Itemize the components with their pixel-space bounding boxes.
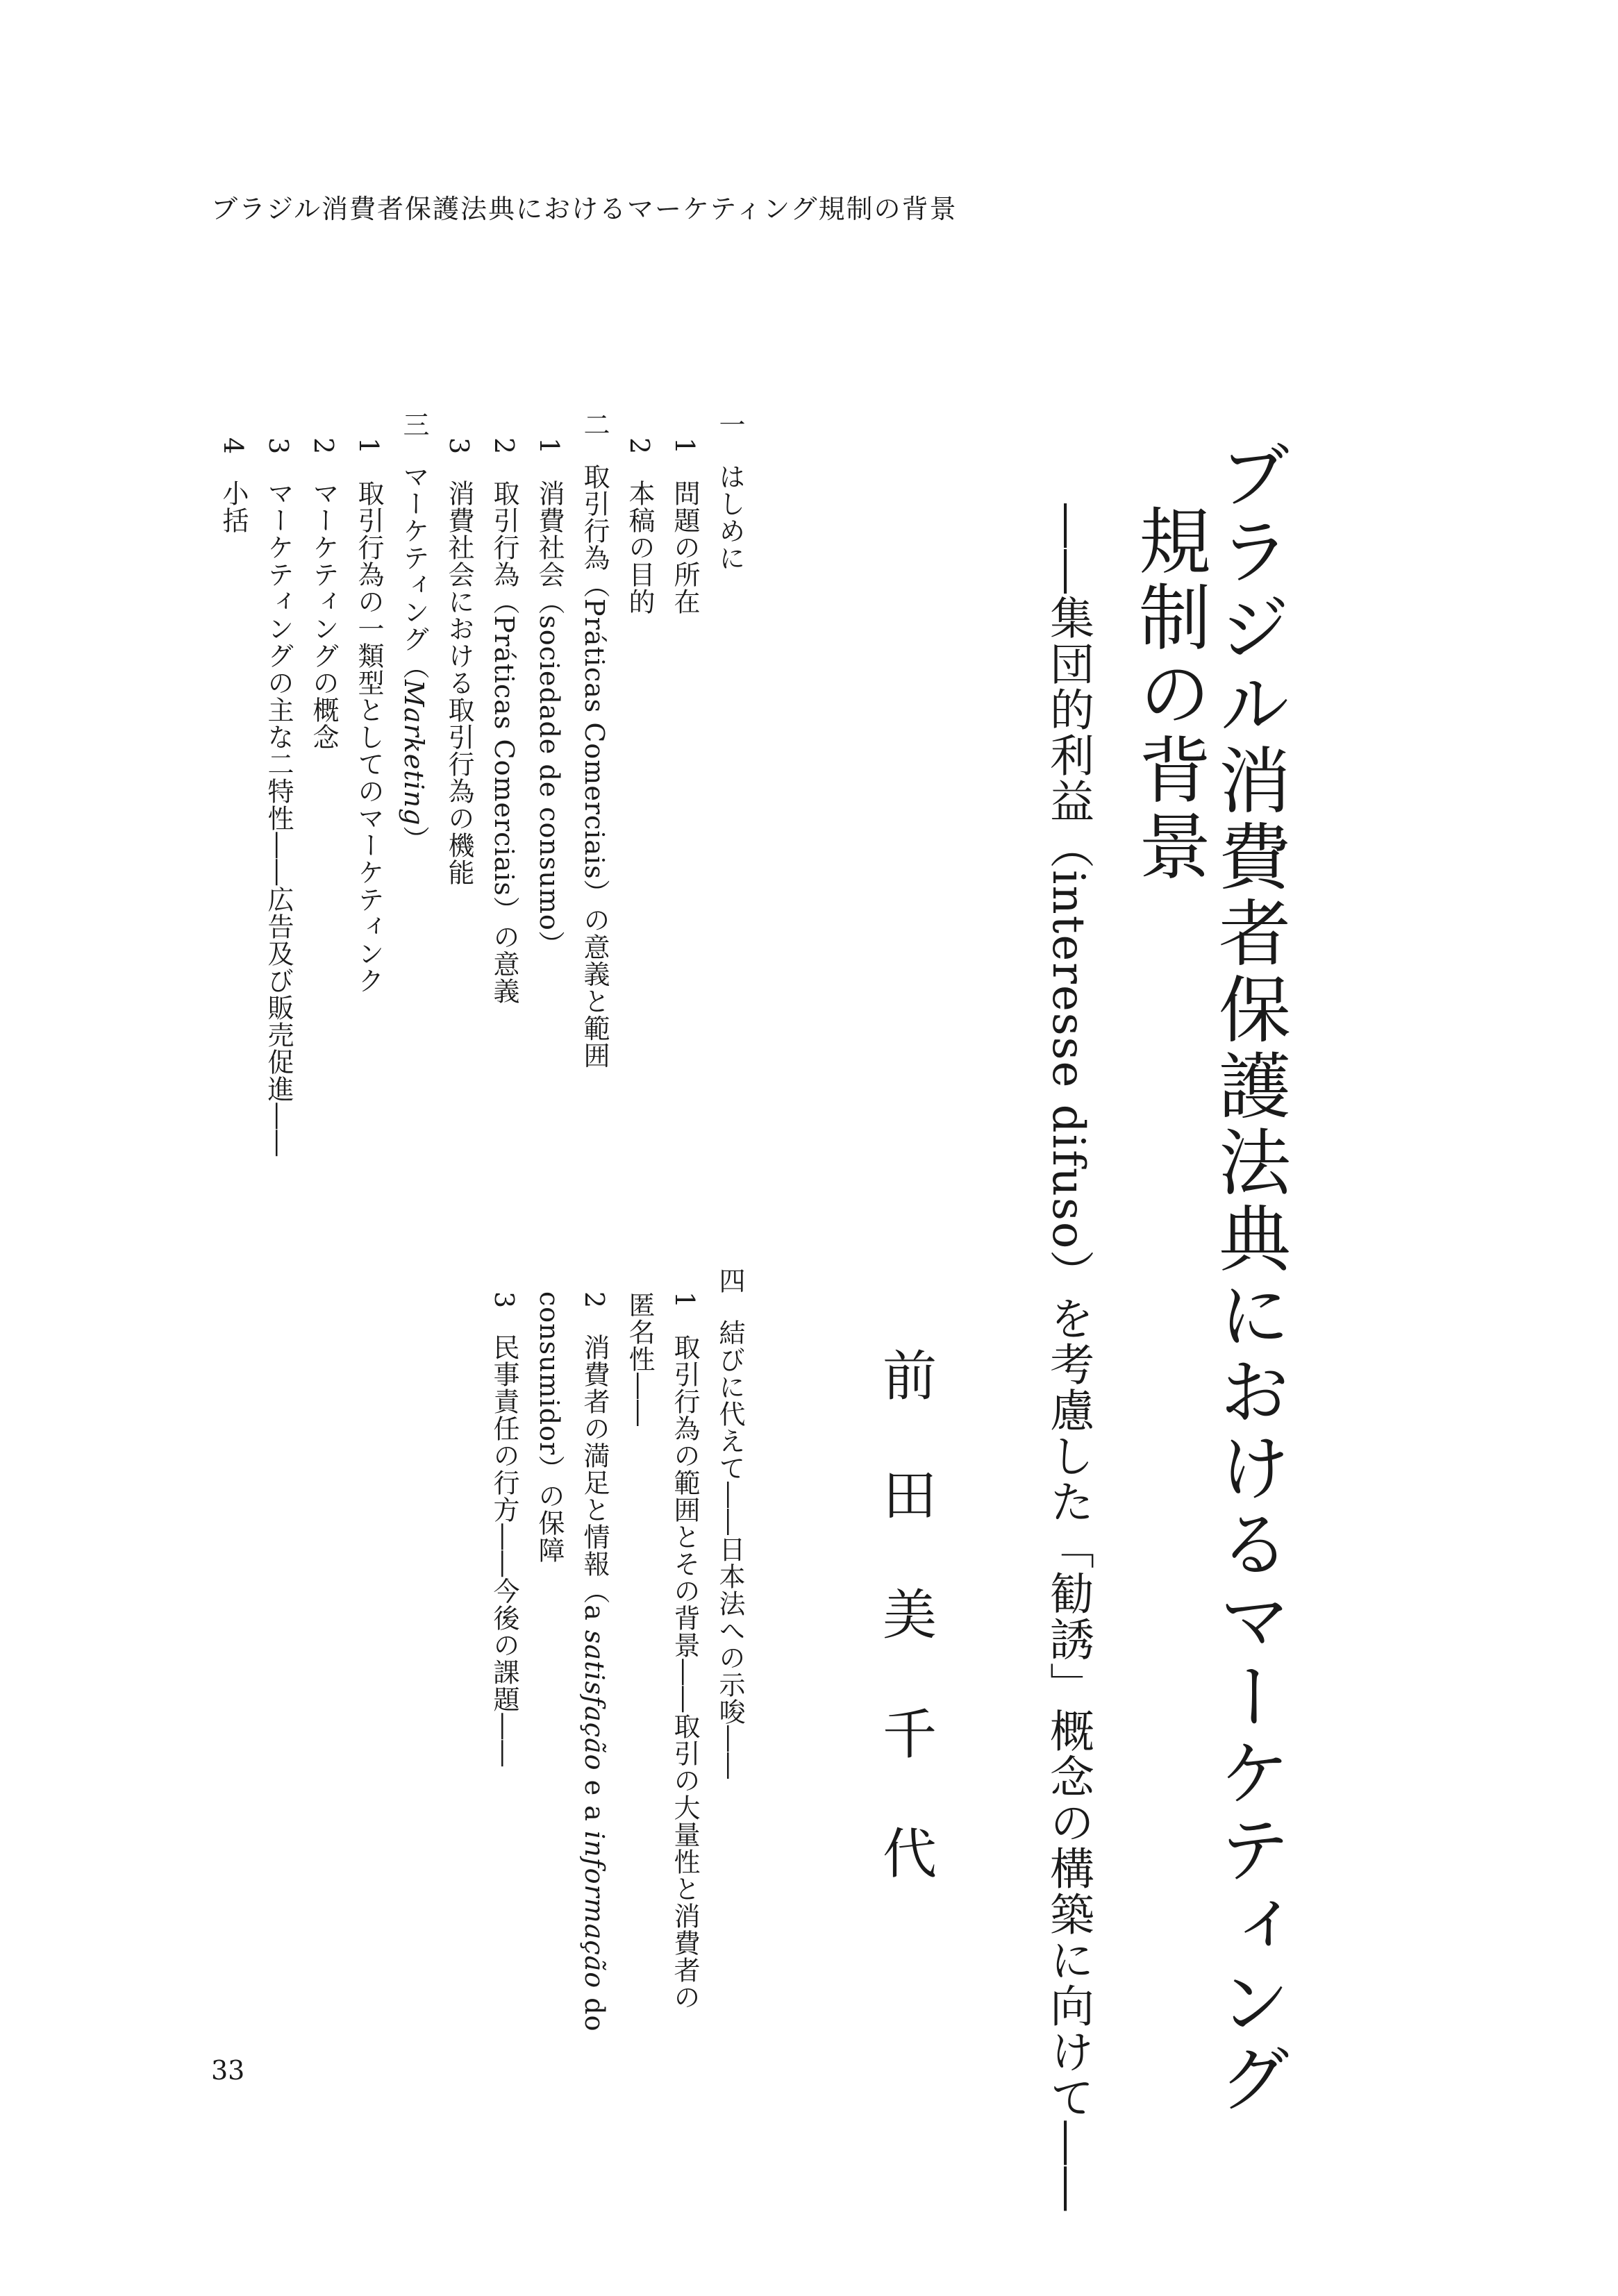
toc-text: 取引行為（Práticas Comerciais）の意義 (489, 480, 519, 1005)
toc-text: 消費社会における取引行為の機能 (444, 480, 474, 887)
toc-entry (717, 411, 743, 571)
toc-entry (353, 437, 384, 995)
toc-text: ） (399, 826, 429, 853)
author-char: 千 (882, 1704, 937, 1766)
toc-number: 3 (444, 437, 474, 455)
toc-text: consumidor）の保障 (534, 1291, 565, 1564)
author-name (878, 1333, 941, 1930)
toc-text-italic: informação (579, 1830, 610, 1989)
author-char: 前 (882, 1346, 937, 1408)
author-char: 田 (882, 1465, 937, 1527)
toc-text: 取引行為の一類型としてのマーケティンク (353, 480, 384, 995)
toc-number: 四 (715, 1267, 745, 1294)
toc-entry (581, 411, 608, 1069)
toc-text: 消費社会（sociedade de consumo） (534, 480, 565, 958)
toc-number: 1 (669, 1291, 700, 1309)
toc-number: 2 (308, 437, 339, 455)
toc-entry (401, 411, 427, 853)
toc-text: マーケティングの概念 (308, 480, 339, 751)
toc-entry (265, 437, 292, 1157)
toc-entry (491, 437, 517, 1005)
article-title-line1: ブラジル消費者保護法典におけるマーケティング (1206, 437, 1291, 2118)
page-number: 33 (211, 2055, 245, 2086)
toc-text-italic: satisfação (579, 1629, 610, 1771)
toc-entry (717, 1267, 743, 1779)
toc-number: 二 (579, 411, 610, 438)
toc-number: 3 (489, 1291, 519, 1309)
toc-number: 3 (263, 437, 294, 455)
toc-number: 1 (669, 437, 700, 455)
toc-number: 三 (399, 411, 429, 438)
toc-entry (220, 437, 247, 534)
toc-entry (581, 1291, 608, 2031)
toc-entry (626, 1291, 653, 1427)
author-char: 美 (882, 1584, 937, 1647)
toc-text: 小括 (218, 480, 249, 535)
toc-entry (626, 437, 653, 615)
toc-entry (669, 1291, 700, 2011)
toc-number: 4 (218, 437, 249, 455)
toc-number: 1 (353, 437, 384, 455)
running-header: ブラジル消費者保護法典におけるマーケティング規制の背景 (211, 194, 958, 224)
toc-text-italic: Marketing (399, 680, 429, 826)
article-subtitle: ――集団的利益（interesse difuso）を考慮した「勧誘」概念の構築に向けて―― (1042, 503, 1094, 2213)
toc-text: 結びに代えて――日本法への示唆―― (715, 1319, 745, 1779)
toc-text: 取引行為の範囲とその背景――取引の大量性と消費者の (669, 1334, 700, 2011)
toc-entry (446, 437, 472, 886)
toc-entry (669, 437, 700, 616)
toc-number: 一 (715, 411, 745, 438)
toc-number: 1 (534, 437, 565, 455)
author-char: 代 (882, 1823, 937, 1886)
article-title-line2: 規制の背景 (1126, 503, 1211, 885)
toc-text: do (579, 1988, 610, 2032)
toc-text: 消費者の満足と情報（a (579, 1334, 610, 1630)
toc-text: e a (579, 1770, 610, 1831)
toc-text: マーケティング（ (399, 463, 429, 680)
toc-entry (534, 437, 565, 958)
toc-text: 問題の所在 (669, 480, 700, 616)
toc-entry (310, 437, 337, 751)
toc-text: 本稿の目的 (624, 480, 655, 616)
toc-text: マーケティングの主な二特性――広告及び販売促進―― (263, 480, 294, 1157)
toc-text: 匿名性―― (624, 1291, 655, 1427)
toc-number: 2 (579, 1291, 610, 1309)
toc-number: 2 (489, 437, 519, 455)
toc-text: はしめに (715, 463, 745, 571)
toc-number: 2 (624, 437, 655, 455)
toc-text: 取引行為（Práticas Comerciais）の意義と範囲 (579, 463, 610, 1069)
toc-text: 民事責任の行方――今後の課題―― (489, 1334, 519, 1768)
toc-entry (534, 1291, 565, 1564)
toc-entry (491, 1291, 517, 1767)
